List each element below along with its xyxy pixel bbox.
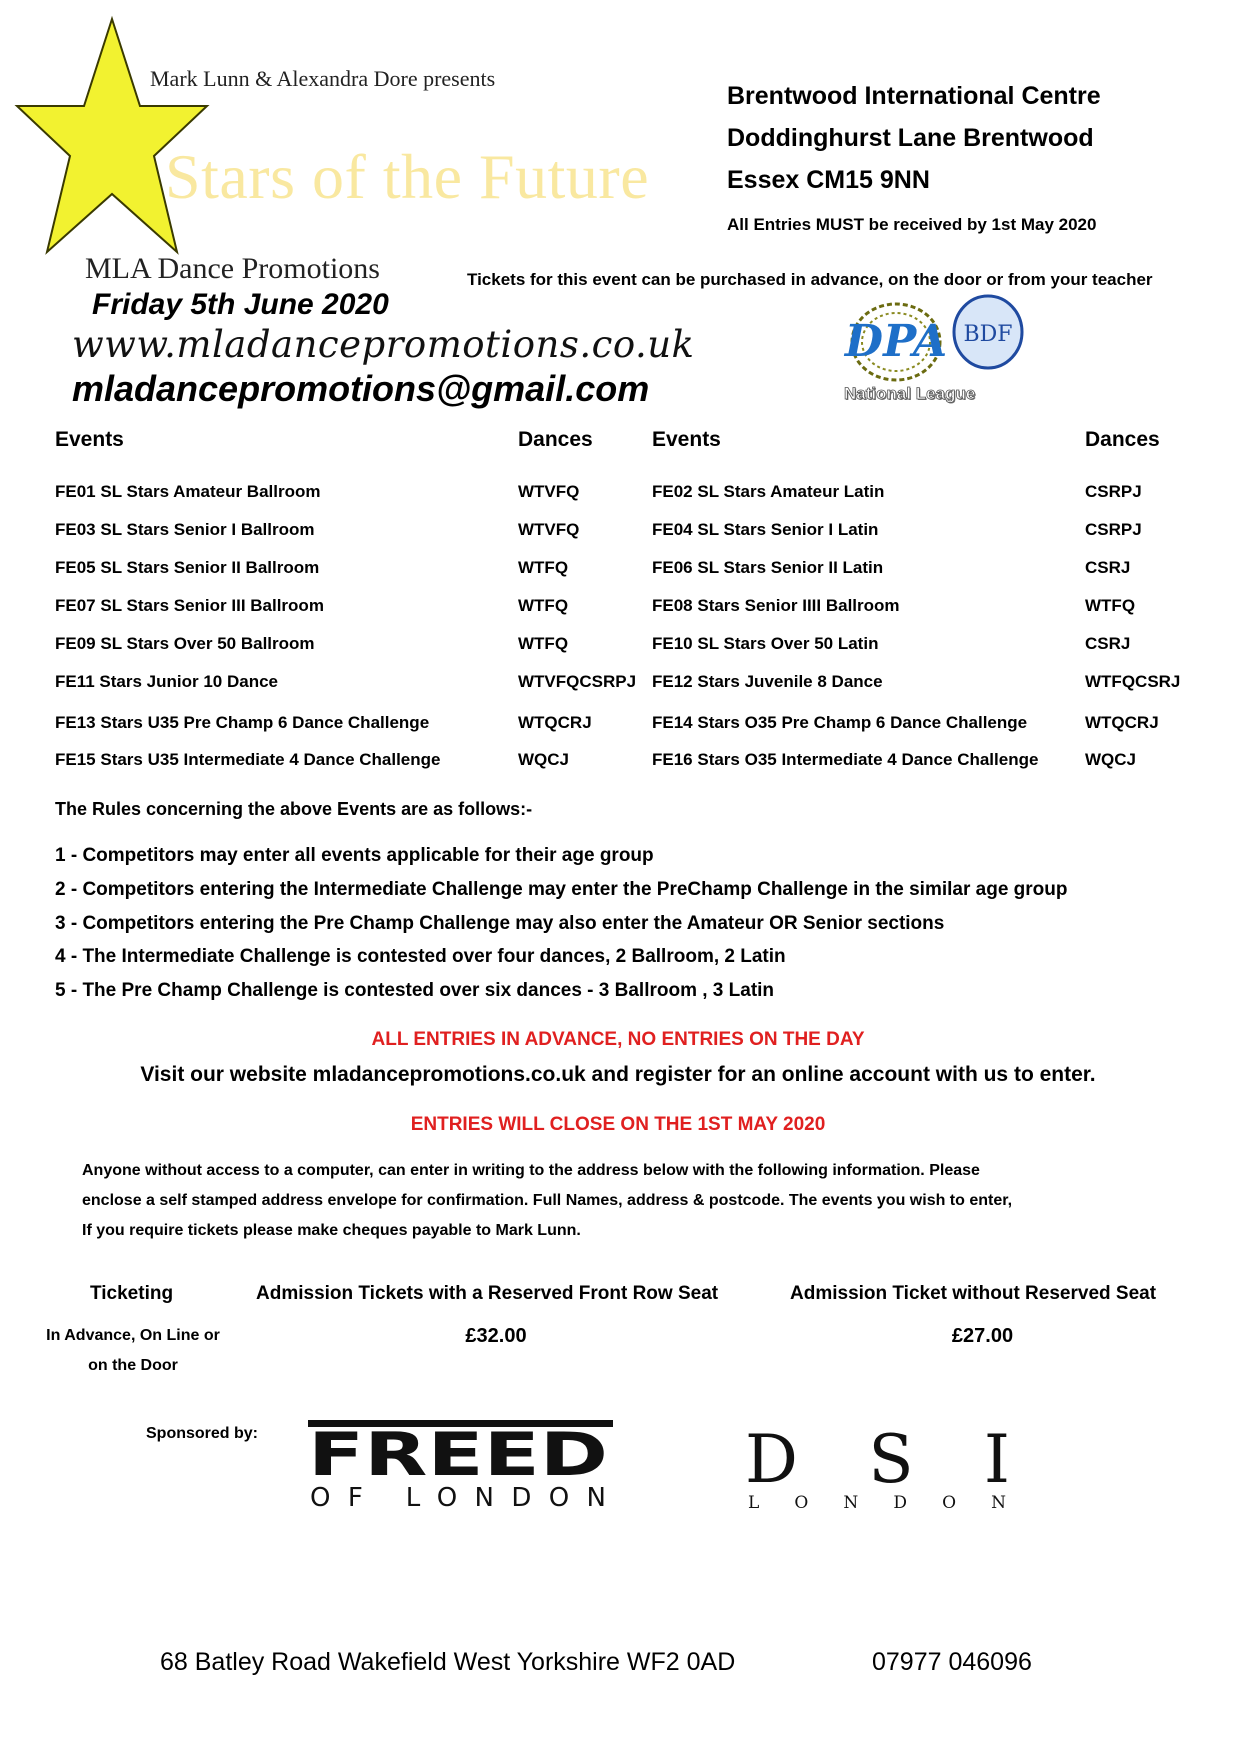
event-name: FE06 SL Stars Senior II Latin xyxy=(652,558,884,577)
website-link[interactable]: www.mladancepromotions.co.uk xyxy=(72,323,695,366)
freed-of-london-logo xyxy=(308,1420,618,1510)
venue-name: Brentwood International Centre xyxy=(727,82,1101,110)
event-dances: WQCJ xyxy=(518,750,569,769)
event-dances: WTFQ xyxy=(1085,596,1136,615)
event-dances: WTFQCSRJ xyxy=(1085,672,1181,691)
event-name: FE11 Stars Junior 10 Dance xyxy=(55,672,278,691)
event-dances: WTQCRJ xyxy=(1085,713,1159,732)
footer-address: 68 Batley Road Wakefield West Yorkshire WF2 0AD xyxy=(160,1648,736,1676)
venue-postcode: Essex CM15 9NN xyxy=(727,166,930,194)
visit-website-note: Visit our website mladancepromotions.co.uk and register for an online account with us to enter. xyxy=(140,1063,1096,1086)
email-link[interactable]: mladancepromotions@gmail.com xyxy=(72,368,650,409)
postal-entry-line: enclose a self stamped address envelope for confirmation. Full Names, address & postcode. The events you wish to enter, xyxy=(82,1192,1013,1209)
event-name: FE15 Stars U35 Intermediate 4 Dance Challenge xyxy=(55,750,441,769)
front-row-ticket-label: Admission Tickets with a Reserved Front Row Seat xyxy=(256,1283,719,1304)
dpa-monogram: DPA xyxy=(844,316,948,367)
freed-wordmark: FREED xyxy=(308,1420,608,1490)
event-dances: CSRJ xyxy=(1085,634,1131,653)
event-name: FE13 Stars U35 Pre Champ 6 Dance Challenge xyxy=(55,713,430,732)
entry-deadline: All Entries MUST be received by 1st May 2020 xyxy=(727,215,1097,234)
event-name: FE12 Stars Juvenile 8 Dance xyxy=(652,672,883,691)
tickets-note: Tickets for this event can be purchased in advance, on the door or from your teacher xyxy=(467,270,1153,289)
rule-item: 1 - Competitors may enter all events applicable for their age group xyxy=(55,845,654,866)
ticketing-sub-line: In Advance, On Line or xyxy=(46,1327,220,1344)
event-name: FE08 Stars Senior IIII Ballroom xyxy=(652,596,900,615)
event-name: FE09 SL Stars Over 50 Ballroom xyxy=(55,634,315,653)
event-dances: WTFQ xyxy=(518,634,569,653)
rule-item: 2 - Competitors entering the Intermediate Challenge may enter the PreChamp Challenge in the similar age group xyxy=(55,879,1068,900)
event-name: FE05 SL Stars Senior II Ballroom xyxy=(55,558,320,577)
event-dances: WTVFQ xyxy=(518,520,580,539)
postal-entry-line: Anyone without access to a computer, can enter in writing to the address below with the following information. Please xyxy=(82,1162,980,1179)
dsi-london-logo xyxy=(745,1420,1015,1510)
event-dances: CSRPJ xyxy=(1085,482,1142,501)
venue-street: Doddinghurst Lane Brentwood xyxy=(727,124,1094,152)
bdf-logo xyxy=(952,293,1024,371)
front-row-ticket-price: £32.00 xyxy=(465,1325,527,1347)
events-header-right: Events xyxy=(652,428,721,451)
dsi-wordmark: DSI xyxy=(745,1421,1010,1498)
dances-header-right: Dances xyxy=(1085,428,1160,451)
event-dances: WTVFQ xyxy=(518,482,580,501)
event-dances: CSRJ xyxy=(1085,558,1131,577)
no-seat-ticket-price: £27.00 xyxy=(951,1325,1014,1347)
national-league-label: National League xyxy=(844,384,976,403)
event-name: FE03 SL Stars Senior I Ballroom xyxy=(55,520,315,539)
event-dances: WTQCRJ xyxy=(518,713,592,732)
ticketing-heading: Ticketing xyxy=(90,1283,174,1304)
event-name: FE10 SL Stars Over 50 Latin xyxy=(652,634,879,653)
sponsored-by-label: Sponsored by: xyxy=(146,1425,259,1442)
event-dances: WQCJ xyxy=(1085,750,1136,769)
event-name: FE07 SL Stars Senior III Ballroom xyxy=(55,596,324,615)
ticketing-subtitle xyxy=(33,1321,233,1381)
event-name: FE16 Stars O35 Intermediate 4 Dance Challenge xyxy=(652,750,1039,769)
dsi-subtitle: LONDON xyxy=(748,1493,1006,1510)
event-dances: WTFQ xyxy=(518,558,569,577)
freed-subtitle: OF LONDON xyxy=(310,1483,606,1510)
no-seat-ticket-label: Admission Ticket without Reserved Seat xyxy=(790,1283,1157,1304)
rule-item: 5 - The Pre Champ Challenge is contested over six dances - 3 Ballroom , 3 Latin xyxy=(55,980,775,1001)
event-name: FE02 SL Stars Amateur Latin xyxy=(652,482,885,501)
event-dances: WTVFQCSRPJ xyxy=(518,672,637,691)
event-name: FE01 SL Stars Amateur Ballroom xyxy=(55,482,321,501)
bdf-monogram: BDF xyxy=(963,322,1013,347)
postal-entry-line: If you require tickets please make cheques payable to Mark Lunn. xyxy=(82,1222,581,1239)
star-graphic xyxy=(12,14,212,264)
presenter-line: Mark Lunn & Alexandra Dore presents xyxy=(150,66,496,91)
rule-item: 4 - The Intermediate Challenge is contested over four dances, 2 Ballroom, 2 Latin xyxy=(55,946,786,967)
events-header-left: Events xyxy=(55,428,124,451)
entries-close-alert: ENTRIES WILL CLOSE ON THE 1ST MAY 2020 xyxy=(410,1114,826,1135)
dances-header-left: Dances xyxy=(518,428,593,451)
event-dances: WTFQ xyxy=(518,596,569,615)
rule-item: 3 - Competitors entering the Pre Champ Challenge may also enter the Amateur OR Senior sections xyxy=(55,913,945,934)
dpa-logo xyxy=(840,290,952,388)
ticketing-sub-line: on the Door xyxy=(88,1357,178,1374)
organizer-name: MLA Dance Promotions xyxy=(85,252,380,285)
event-dances: CSRPJ xyxy=(1085,520,1142,539)
footer-phone: 07977 046096 xyxy=(872,1648,1032,1676)
event-title: Stars of the Future xyxy=(165,141,650,212)
event-name: FE14 Stars O35 Pre Champ 6 Dance Challenge xyxy=(652,713,1028,732)
event-name: FE04 SL Stars Senior I Latin xyxy=(652,520,879,539)
event-date: Friday 5th June 2020 xyxy=(92,288,389,321)
rules-title: The Rules concerning the above Events are as follows:- xyxy=(55,799,533,819)
advance-entries-alert: ALL ENTRIES IN ADVANCE, NO ENTRIES ON THE DAY xyxy=(371,1029,865,1050)
